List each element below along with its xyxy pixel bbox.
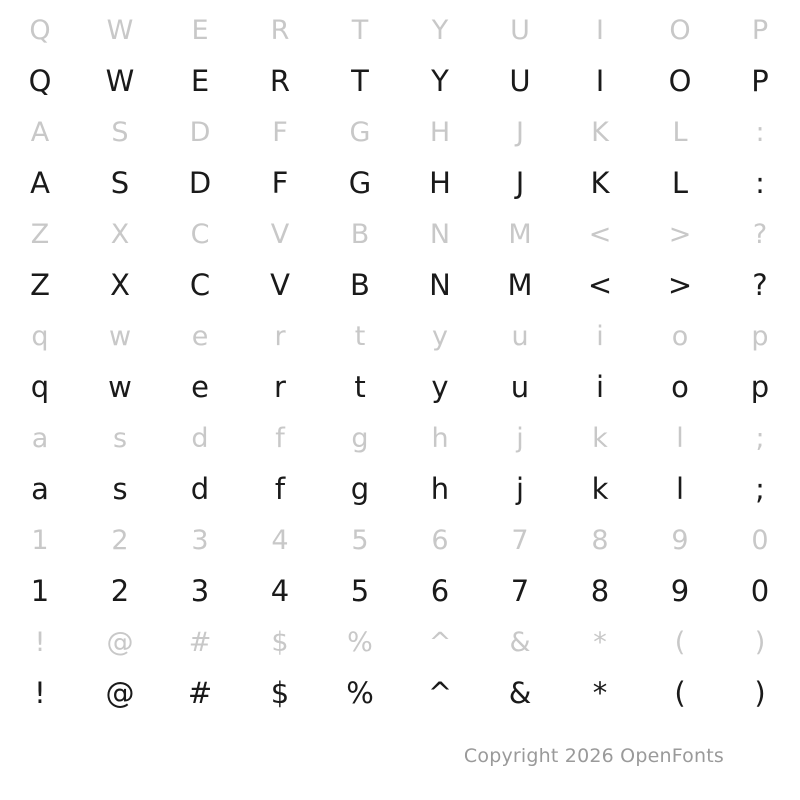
glyph-cell: E xyxy=(190,63,210,98)
glyph-cell: f xyxy=(274,471,286,506)
glyph-cell: : xyxy=(755,116,765,148)
glyph-cell: 2 xyxy=(110,573,130,608)
glyph-cell: V xyxy=(270,218,290,250)
glyph-row xyxy=(0,310,800,362)
glyph-cell: ! xyxy=(34,626,46,658)
glyph-cell: T xyxy=(351,14,369,46)
glyph-cell: E xyxy=(191,14,209,46)
glyph-cell: Q xyxy=(29,14,51,46)
glyph-cell: W xyxy=(106,14,134,46)
glyph-cell: p xyxy=(751,320,769,352)
glyph-row xyxy=(0,668,800,718)
glyph-cell: ) xyxy=(754,675,766,710)
glyph-cell: I xyxy=(596,14,604,46)
glyph-cell: P xyxy=(751,14,769,46)
glyph-cell: a xyxy=(31,471,49,506)
glyph-cell: e xyxy=(191,369,209,404)
glyph-cell: 9 xyxy=(670,573,690,608)
glyph-cell: k xyxy=(592,422,608,454)
glyph-cell: 1 xyxy=(30,573,50,608)
glyph-cell: R xyxy=(270,14,290,46)
glyph-cell: < xyxy=(587,267,613,302)
glyph-cell: # xyxy=(188,626,212,658)
glyph-cell: h xyxy=(430,471,450,506)
glyph-cell: > xyxy=(668,218,692,250)
glyph-cell: O xyxy=(668,63,692,98)
glyph-cell: f xyxy=(275,422,285,454)
glyph-cell: 2 xyxy=(111,524,129,556)
glyph-cell: j xyxy=(516,422,524,454)
glyph-cell: i xyxy=(595,369,605,404)
glyph-cell: d xyxy=(191,422,209,454)
glyph-cell: N xyxy=(429,267,451,302)
glyph-cell: M xyxy=(508,218,532,250)
glyph-cell: Z xyxy=(30,218,50,250)
glyph-cell: a xyxy=(31,422,49,454)
glyph-cell: % xyxy=(346,675,374,710)
glyph-cell: $ xyxy=(270,675,290,710)
glyph-cell: ) xyxy=(754,626,766,658)
glyph-row xyxy=(0,362,800,412)
glyph-cell: ? xyxy=(752,218,768,250)
glyph-row xyxy=(0,158,800,208)
glyph-cell: 4 xyxy=(271,524,289,556)
glyph-row xyxy=(0,616,800,668)
glyph-cell: 7 xyxy=(511,524,529,556)
glyph-cell: 9 xyxy=(671,524,689,556)
glyph-cell: S xyxy=(110,165,130,200)
glyph-cell: w xyxy=(108,369,132,404)
glyph-cell: V xyxy=(270,267,290,302)
glyph-cell: J xyxy=(516,116,524,148)
glyph-cell: Z xyxy=(30,267,50,302)
glyph-cell: R xyxy=(269,63,291,98)
glyph-cell: y xyxy=(432,320,448,352)
glyph-cell: Q xyxy=(28,63,52,98)
glyph-cell: 4 xyxy=(270,573,290,608)
glyph-cell: D xyxy=(189,116,211,148)
glyph-cell: S xyxy=(111,116,129,148)
glyph-cell: l xyxy=(675,471,685,506)
glyph-cell: 3 xyxy=(191,524,209,556)
glyph-cell: ; xyxy=(755,471,765,506)
glyph-cell: I xyxy=(595,63,605,98)
glyph-cell: s xyxy=(112,422,128,454)
glyph-cell: W xyxy=(105,63,135,98)
glyph-cell: 5 xyxy=(350,573,370,608)
glyph-cell: p xyxy=(750,369,770,404)
glyph-cell: ^ xyxy=(427,675,453,710)
glyph-cell: @ xyxy=(106,626,134,658)
glyph-cell: & xyxy=(508,675,532,710)
glyph-cell: g xyxy=(350,471,370,506)
glyph-cell: G xyxy=(348,165,372,200)
glyph-cell: y xyxy=(431,369,449,404)
glyph-cell: Y xyxy=(431,14,449,46)
glyph-cell: 1 xyxy=(31,524,49,556)
glyph-row xyxy=(0,260,800,310)
glyph-cell: ; xyxy=(755,422,765,454)
glyph-cell: i xyxy=(596,320,604,352)
glyph-cell: M xyxy=(507,267,533,302)
glyph-cell: P xyxy=(751,63,769,98)
glyph-cell: < xyxy=(588,218,612,250)
glyph-row xyxy=(0,514,800,566)
glyph-cell: O xyxy=(669,14,691,46)
glyph-cell: @ xyxy=(105,675,135,710)
glyph-cell: # xyxy=(187,675,213,710)
glyph-cell: A xyxy=(30,165,50,200)
glyph-cell: X xyxy=(110,267,130,302)
glyph-cell: H xyxy=(429,165,451,200)
glyph-cell: l xyxy=(676,422,684,454)
glyph-cell: t xyxy=(354,369,366,404)
glyph-cell: : xyxy=(755,165,765,200)
glyph-cell: h xyxy=(431,422,449,454)
glyph-cell: ( xyxy=(674,675,686,710)
glyph-cell: 8 xyxy=(591,524,609,556)
glyph-cell: o xyxy=(671,369,689,404)
glyph-cell: k xyxy=(591,471,609,506)
glyph-row xyxy=(0,412,800,464)
glyph-cell: ^ xyxy=(428,626,452,658)
glyph-cell: C xyxy=(189,267,211,302)
glyph-cell: K xyxy=(591,116,609,148)
copyright-notice: Copyright 2026 OpenFonts xyxy=(463,745,724,767)
glyph-cell: F xyxy=(272,116,288,148)
glyph-cell: d xyxy=(190,471,210,506)
glyph-cell: L xyxy=(672,116,688,148)
glyph-cell: C xyxy=(190,218,210,250)
glyph-cell: t xyxy=(354,320,366,352)
glyph-cell: r xyxy=(274,320,286,352)
glyph-cell: H xyxy=(429,116,451,148)
glyph-cell: j xyxy=(515,471,525,506)
glyph-cell: q xyxy=(30,369,50,404)
glyph-cell: q xyxy=(31,320,49,352)
glyph-cell: > xyxy=(667,267,693,302)
glyph-cell: B xyxy=(350,218,370,250)
glyph-row xyxy=(0,4,800,56)
glyph-cell: & xyxy=(509,626,531,658)
glyph-cell: 6 xyxy=(431,524,449,556)
glyph-cell: D xyxy=(188,165,212,200)
glyph-cell: ( xyxy=(674,626,686,658)
glyph-cell: r xyxy=(274,369,286,404)
glyph-row xyxy=(0,56,800,106)
glyph-cell: e xyxy=(191,320,209,352)
glyph-cell: K xyxy=(590,165,610,200)
glyph-cell: o xyxy=(671,320,689,352)
glyph-cell: 0 xyxy=(750,573,770,608)
glyph-cell: 7 xyxy=(510,573,530,608)
glyph-cell: ! xyxy=(34,675,46,710)
glyph-cell: w xyxy=(108,320,132,352)
glyph-cell: u xyxy=(510,369,530,404)
glyph-cell: 3 xyxy=(190,573,210,608)
glyph-cell: N xyxy=(429,218,451,250)
glyph-cell: ? xyxy=(752,267,768,302)
glyph-cell: U xyxy=(510,14,530,46)
glyph-row xyxy=(0,106,800,158)
glyph-cell: J xyxy=(515,165,525,200)
glyph-cell: B xyxy=(350,267,370,302)
glyph-cell: T xyxy=(351,63,369,98)
glyph-row xyxy=(0,566,800,616)
glyph-cell: g xyxy=(351,422,369,454)
glyph-cell: 0 xyxy=(751,524,769,556)
glyph-cell: * xyxy=(592,675,608,710)
glyph-cell: s xyxy=(112,471,128,506)
glyph-cell: 8 xyxy=(590,573,610,608)
glyph-cell: 5 xyxy=(351,524,369,556)
glyph-row xyxy=(0,464,800,514)
glyph-row xyxy=(0,208,800,260)
glyph-cell: % xyxy=(347,626,373,658)
glyph-cell: A xyxy=(30,116,50,148)
glyph-cell: F xyxy=(271,165,289,200)
glyph-cell: u xyxy=(511,320,529,352)
glyph-cell: Y xyxy=(431,63,449,98)
glyph-cell: L xyxy=(671,165,689,200)
glyph-cell: 6 xyxy=(430,573,450,608)
glyph-cell: U xyxy=(509,63,531,98)
glyph-cell: $ xyxy=(271,626,289,658)
glyph-cell: * xyxy=(593,626,607,658)
glyph-cell: X xyxy=(110,218,130,250)
glyph-cell: G xyxy=(349,116,371,148)
